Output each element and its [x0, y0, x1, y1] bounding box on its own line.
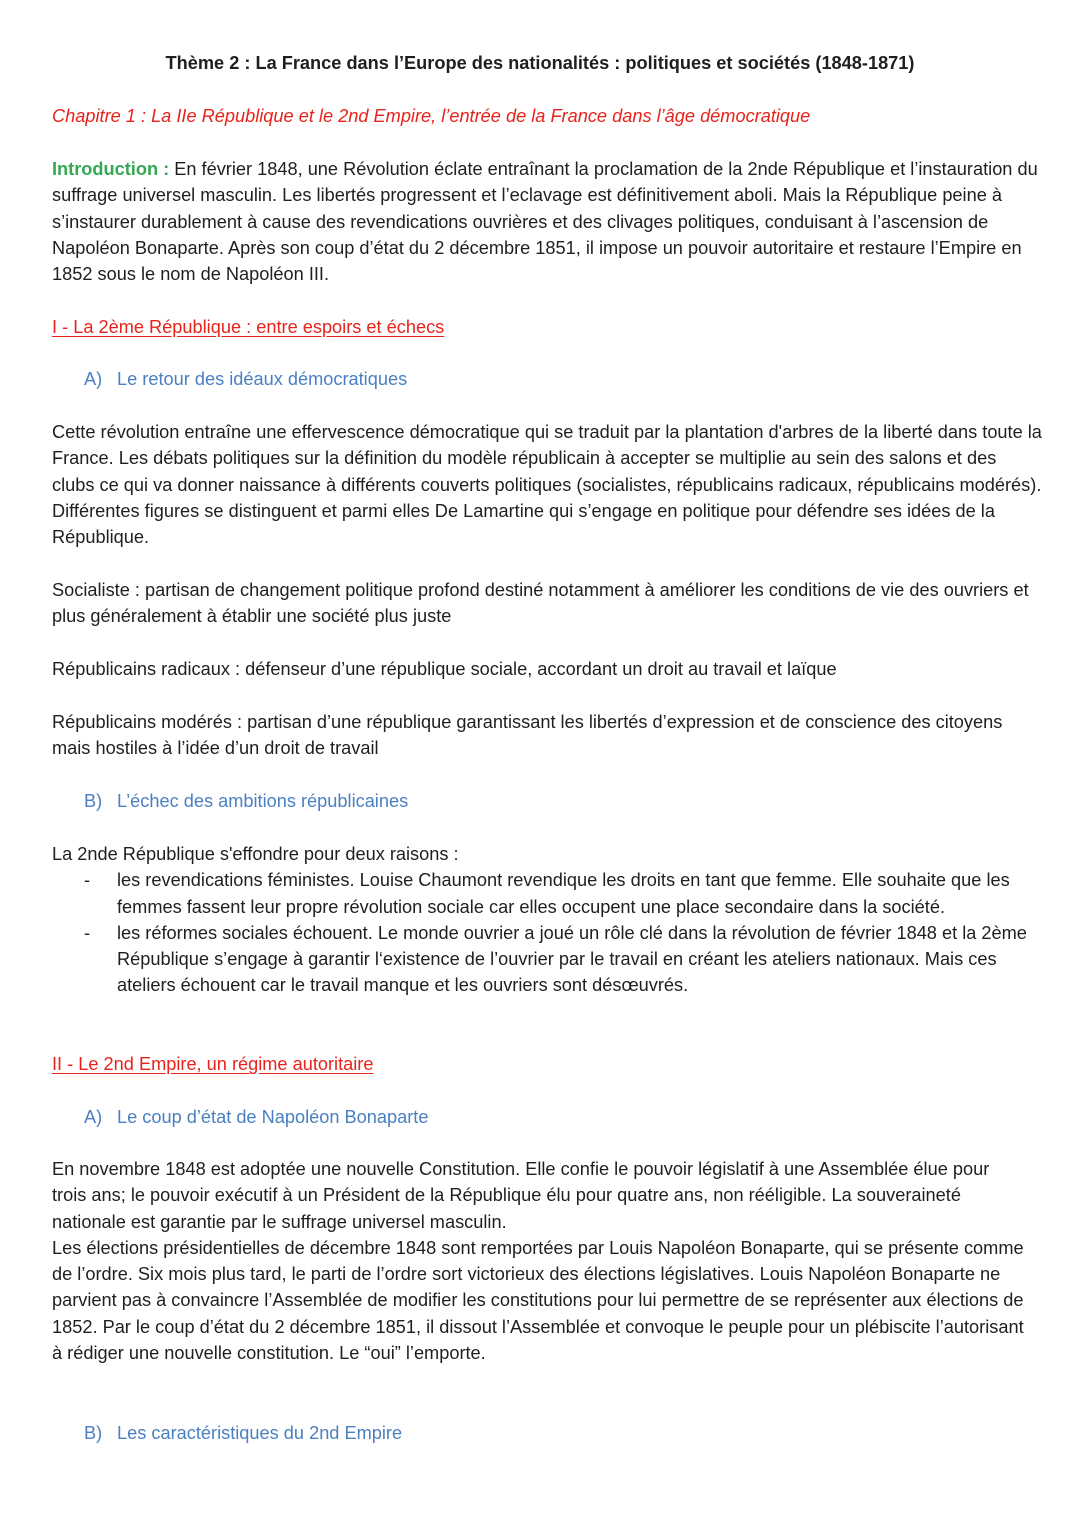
list-intro: La 2nde République s'effondre pour deux raisons :	[52, 844, 459, 864]
introduction-text: En février 1848, une Révolution éclate entraînant la proclamation de la 2nde République et l’instauration du suffrage universel masculin. Les libertés progressent et l’eclavage est définitivement aboli. Mais la République peine à s’instaurer durablement à cause des revendications ouvrières et des clivages politiques, conduisant à l’ascension de Napoléon Bonaparte. Après son coup d’état du 2 décembre 1851, il impose un pouvoir autoritaire et restaure l’Empire en 1852 sous le nom de Napoléon III.	[52, 159, 1038, 285]
dash-bullet: -	[84, 922, 91, 943]
section-2-sub-b	[84, 1420, 1074, 1446]
section-2-text	[52, 1156, 1027, 1366]
section-1-sub-b	[84, 788, 1074, 814]
chapter-title: Chapitre 1 : La IIe République et le 2nd Empire, l’entrée de la France dans l’âge démocratique	[52, 106, 811, 126]
section-2-title: II - Le 2nd Empire, un régime autoritaire	[52, 1054, 374, 1074]
list-item	[52, 920, 1027, 999]
list-item-text: les réformes sociales échouent. Le monde ouvrier a joué un rôle clé dans la révolution de février 1848 et la 2ème République s’engage à garantir l‘existence de l’ouvrier par le travail en créant les ateliers nationaux. Mais ces ateliers échouent car le travail manque et les ouvriers sont désœuvrés.	[117, 922, 1027, 996]
section-1-title: I - La 2ème République : entre espoirs et échecs	[52, 317, 445, 337]
sub-b-title: Les caractéristiques du 2nd Empire	[117, 1423, 403, 1443]
sub-b-title: L’échec des ambitions républicaines	[117, 791, 409, 811]
sub-a-letter: A)	[84, 1107, 103, 1127]
sub-b-letter: B)	[84, 1423, 103, 1443]
sub-b-letter: B)	[84, 791, 103, 811]
failure-reasons	[52, 841, 1027, 999]
definition-radicaux: Républicains radicaux : défenseur d’une république sociale, accordant un droit au travail et laïque	[52, 659, 837, 679]
sub-a-title: Le coup d’état de Napoléon Bonaparte	[117, 1107, 429, 1127]
sub-a-letter: A)	[84, 369, 103, 389]
dash-bullet: -	[84, 870, 91, 891]
section-2-paragraph-2: Les élections présidentielles de décembre 1848 sont remportées par Louis Napoléon Bonaparte, qui se présente comme de l’ordre. Six mois plus tard, le parti de l’ordre sort victorieux des élections législatives. Louis Napoléon Bonaparte ne parvient pas à convaincre l’Assemblée de modifier les constitutions pour lui permettre de se représenter aux élections de 1852. Par le coup d’état du 2 décembre 1851, il dissout l’Assemblée et convoque le peuple pour un plébiscite l’autorisant à rédiger une nouvelle constitution. Le “oui” l’emporte.	[52, 1237, 1024, 1364]
section-1-sub-a	[84, 366, 1074, 392]
section-1-paragraph: Cette révolution entraîne une effervescence démocratique qui se traduit par la plantation d'arbres de la liberté dans toute la France. Les débats politiques sur la définition du modèle républicain à accepter se multiplie au sein des salons et des clubs ce qui va donner naissance à différents couverts politiques (socialistes, républicains radicaux, républicains modérés). Différentes figures se distinguent et parmi elles De Lamartine qui s’engage en politique pour défendre ses idées de la République.	[52, 422, 1042, 548]
list-item	[52, 867, 1027, 920]
definition-moderes: Républicains modérés : partisan d’une république garantissant les libertés d’expression et de conscience des citoyens mais hostiles à l’idée d’un droit de travail	[52, 712, 1003, 759]
sub-a-title: Le retour des idéaux démocratiques	[117, 369, 408, 389]
definition-socialiste: Socialiste : partisan de changement politique profond destiné notamment à améliorer les conditions de vie des ouvriers et plus généralement à établir une société plus juste	[52, 580, 1029, 627]
introduction-label: Introduction :	[52, 159, 170, 179]
section-2-paragraph-1: En novembre 1848 est adoptée une nouvelle Constitution. Elle confie le pouvoir législatif à une Assemblée élue pour trois ans; le pouvoir exécutif à un Président de la République élu pour quatre ans, non rééligible. La souveraineté nationale est garantie par le suffrage universel masculin.	[52, 1159, 990, 1232]
section-2-sub-a	[84, 1104, 1074, 1130]
list-item-text: les revendications féministes. Louise Chaumont revendique les droits en tant que femme. Elle souhaite que les femmes fassent leur propre révolution sociale car elles occupent une place secondaire dans la société.	[117, 870, 1010, 917]
introduction-paragraph	[52, 156, 1042, 287]
reasons-list	[52, 867, 1027, 998]
theme-title: Thème 2 : La France dans l’Europe des nationalités : politiques et sociétés (1848-1871)	[165, 53, 915, 73]
